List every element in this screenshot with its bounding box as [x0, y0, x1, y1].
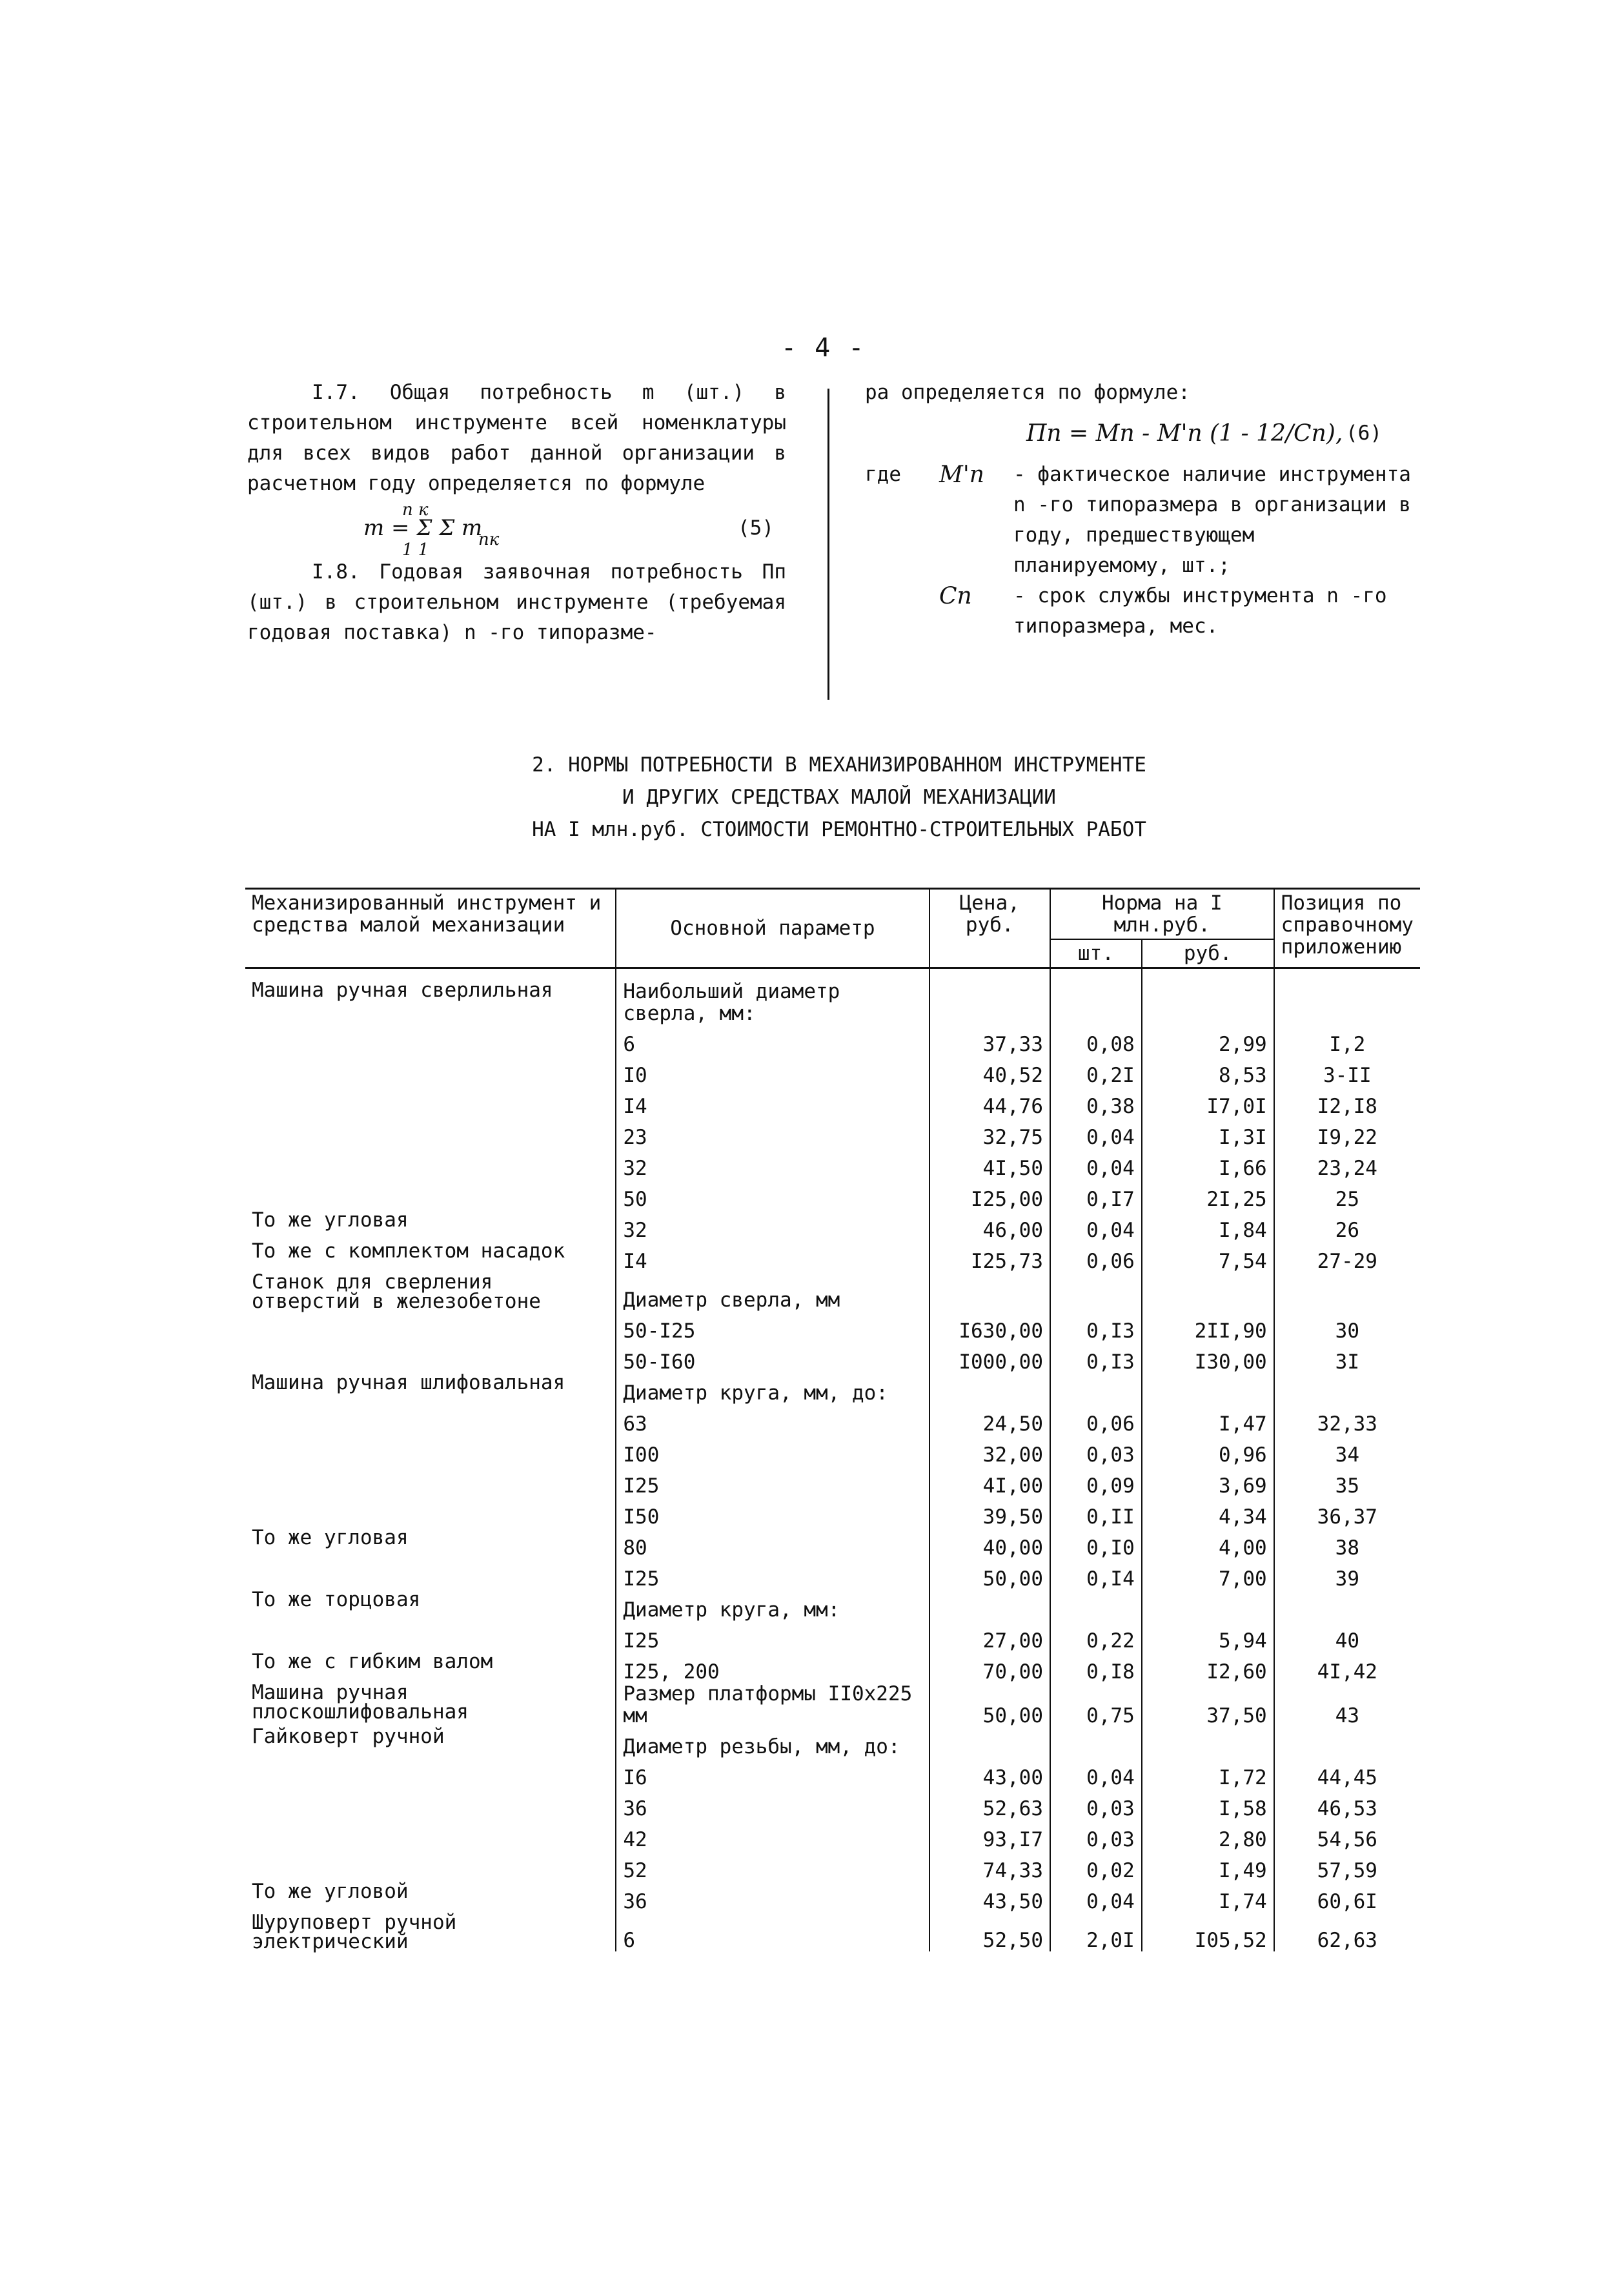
cell-pcs	[1050, 1590, 1142, 1621]
cell-pcs: 0,03	[1050, 1435, 1142, 1466]
cell-name	[245, 1621, 616, 1652]
cell-param: 23	[616, 1117, 929, 1148]
table-row	[245, 1210, 1420, 1241]
cell-pos: 60,6I	[1274, 1882, 1420, 1913]
header-name: Механизированный инструмент и средства малой механизации	[245, 889, 616, 968]
cell-rub: 0,96	[1142, 1435, 1274, 1466]
cell-pcs: 0,04	[1050, 1758, 1142, 1789]
cell-pos	[1274, 1727, 1420, 1758]
cell-rub: 3,69	[1142, 1466, 1274, 1497]
cell-param: Наибольший диаметр сверла, мм:	[616, 968, 929, 1025]
table-row	[245, 1148, 1420, 1179]
cell-param: 50-I60	[616, 1342, 929, 1373]
cell-rub	[1142, 1373, 1274, 1404]
definition-text-m: - фактическое наличие инструмента n -го типоразмера в организации в году, предшествующем планируемому, шт.;	[1013, 463, 1411, 577]
cell-param: Диаметр круга, мм, до:	[616, 1373, 929, 1404]
cell-name	[245, 1435, 616, 1466]
formula-5-body: m = Σ Σ m	[363, 515, 483, 541]
cell-name	[245, 1559, 616, 1590]
cell-rub: 2,80	[1142, 1820, 1274, 1851]
cell-pcs	[1050, 968, 1142, 1025]
cell-param: 42	[616, 1820, 929, 1851]
left-text-column	[247, 378, 786, 648]
cell-rub: 5,94	[1142, 1621, 1274, 1652]
table-row	[245, 1590, 1420, 1621]
cell-param: 6	[616, 1024, 929, 1055]
table-row	[245, 1404, 1420, 1435]
cell-pos: 46,53	[1274, 1789, 1420, 1820]
cell-price: 50,00	[929, 1683, 1050, 1727]
page-number: - 4 -	[781, 333, 866, 363]
formula-5-limits-bottom: 1 1	[402, 540, 429, 560]
cell-rub	[1142, 1590, 1274, 1621]
cell-param: 63	[616, 1404, 929, 1435]
cell-name	[245, 1086, 616, 1117]
table-row	[245, 1820, 1420, 1851]
cell-param: Размер платформы II0x225 мм	[616, 1683, 929, 1727]
table-row	[245, 1851, 1420, 1882]
header-pcs: шт.	[1050, 939, 1142, 968]
cell-price: I25,00	[929, 1179, 1050, 1210]
cell-pcs: 0,I8	[1050, 1652, 1142, 1683]
cell-name: То же угловая	[252, 1208, 409, 1232]
cell-rub: 7,54	[1142, 1241, 1274, 1272]
table-row	[245, 1789, 1420, 1820]
cell-pcs: 0,75	[1050, 1683, 1142, 1727]
cell-rub	[1142, 968, 1274, 1025]
cell-pcs: 0,04	[1050, 1117, 1142, 1148]
cell-pcs: 0,I0	[1050, 1528, 1142, 1559]
cell-name: То же торцовая	[252, 1588, 421, 1611]
cell-pos	[1274, 1272, 1420, 1311]
cell-param: I25, 200	[616, 1652, 929, 1683]
cell-name	[245, 1758, 616, 1789]
cell-param: 32	[616, 1210, 929, 1241]
cell-price: 32,75	[929, 1117, 1050, 1148]
cell-name	[245, 1497, 616, 1528]
cell-price: 27,00	[929, 1621, 1050, 1652]
cell-name	[245, 1117, 616, 1148]
cell-price: 44,76	[929, 1086, 1050, 1117]
cell-pos: 57,59	[1274, 1851, 1420, 1882]
cell-price: I25,73	[929, 1241, 1050, 1272]
cell-rub: I,49	[1142, 1851, 1274, 1882]
cell-pos: 32,33	[1274, 1404, 1420, 1435]
cell-rub: I,84	[1142, 1210, 1274, 1241]
header-rub: руб.	[1142, 939, 1274, 968]
table-row	[245, 1311, 1420, 1342]
cell-pcs: 0,03	[1050, 1789, 1142, 1820]
header-position: Позиция по справочному приложению	[1274, 889, 1420, 968]
cell-name	[245, 1342, 616, 1373]
table-row	[245, 1373, 1420, 1404]
cell-name: Станок для сверления отверстий в железобетоне	[252, 1270, 541, 1313]
cell-name: Шуруповерт ручной электрический	[252, 1911, 457, 1953]
table-row	[245, 1652, 1420, 1683]
column-divider	[827, 389, 829, 700]
cell-pos: I9,22	[1274, 1117, 1420, 1148]
cell-rub: I2,60	[1142, 1652, 1274, 1683]
cell-name	[245, 1055, 616, 1086]
cell-param: Диаметр сверла, мм	[616, 1272, 929, 1311]
cell-price: I630,00	[929, 1311, 1050, 1342]
cell-pcs: 0,09	[1050, 1466, 1142, 1497]
cell-price: I000,00	[929, 1342, 1050, 1373]
table-row	[245, 1727, 1420, 1758]
cell-pcs: 0,02	[1050, 1851, 1142, 1882]
cell-pos: 34	[1274, 1435, 1420, 1466]
cell-pcs: 0,04	[1050, 1210, 1142, 1241]
cell-rub: I,66	[1142, 1148, 1274, 1179]
cell-param: 36	[616, 1882, 929, 1913]
cell-rub: 7,00	[1142, 1559, 1274, 1590]
table-row	[245, 1086, 1420, 1117]
cell-price: 43,00	[929, 1758, 1050, 1789]
cell-param: I0	[616, 1055, 929, 1086]
cell-pos: 3I	[1274, 1342, 1420, 1373]
cell-rub: 4,00	[1142, 1528, 1274, 1559]
cell-rub: I,58	[1142, 1789, 1274, 1820]
cell-pcs: 0,I4	[1050, 1559, 1142, 1590]
cell-param: 32	[616, 1148, 929, 1179]
formula-definitions	[865, 460, 1420, 642]
table-row	[245, 1913, 1420, 1951]
norms-table-body	[245, 968, 1420, 1952]
cell-pcs	[1050, 1272, 1142, 1311]
cell-price: 43,50	[929, 1882, 1050, 1913]
paragraph-1-7: I.7. Общая потребность m (шт.) в строительном инструменте всей номенклатуры для всех видов работ данной организации в расчетном году определяется по формуле	[247, 381, 786, 495]
cell-price: 52,63	[929, 1789, 1050, 1820]
cell-name: То же с комплектом насадок	[252, 1239, 565, 1263]
cell-rub	[1142, 1727, 1274, 1758]
cell-param: I6	[616, 1758, 929, 1789]
cell-name	[245, 1404, 616, 1435]
cell-pos	[1274, 968, 1420, 1025]
paragraph-1-8: I.8. Годовая заявочная потребность Пп (шт.) в строительном инструменте (требуемая годовая поставка) n -го типоразме-	[247, 560, 786, 644]
cell-price	[929, 968, 1050, 1025]
table-row	[245, 1272, 1420, 1311]
cell-param: I25	[616, 1559, 929, 1590]
cell-param: I00	[616, 1435, 929, 1466]
cell-param: Диаметр круга, мм:	[616, 1590, 929, 1621]
cell-name: То же с гибким валом	[252, 1650, 493, 1673]
definition-symbol-c: Сп	[939, 583, 972, 609]
cell-price: 74,33	[929, 1851, 1050, 1882]
section-title-line-1: 2. НОРМЫ ПОТРЕБНОСТИ В МЕХАНИЗИРОВАННОМ ИНСТРУМЕНТЕ	[532, 753, 1146, 777]
cell-param: I4	[616, 1086, 929, 1117]
header-norm: Норма на I млн.руб.	[1050, 889, 1274, 940]
cell-param: I50	[616, 1497, 929, 1528]
cell-pos: 43	[1274, 1683, 1420, 1727]
cell-param: Диаметр резьбы, мм, до:	[616, 1727, 929, 1758]
cell-pcs: 0,08	[1050, 1024, 1142, 1055]
cell-name: То же угловой	[252, 1880, 409, 1903]
cell-price: 40,52	[929, 1055, 1050, 1086]
cell-price	[929, 1727, 1050, 1758]
formula-intro: ра определяется по формуле:	[865, 381, 1190, 404]
cell-price: 70,00	[929, 1652, 1050, 1683]
cell-name	[245, 1148, 616, 1179]
cell-rub: 2,99	[1142, 1024, 1274, 1055]
cell-price: 40,00	[929, 1528, 1050, 1559]
cell-pos: 25	[1274, 1179, 1420, 1210]
formula-5	[247, 499, 786, 560]
table-row	[245, 1024, 1420, 1055]
cell-name	[245, 1179, 616, 1210]
cell-pos: 44,45	[1274, 1758, 1420, 1789]
table-row	[245, 1559, 1420, 1590]
cell-rub: I30,00	[1142, 1342, 1274, 1373]
cell-name	[245, 1789, 616, 1820]
table-row	[245, 1055, 1420, 1086]
table-row	[245, 1342, 1420, 1373]
cell-name: Машина ручная сверлильная	[252, 979, 553, 1002]
table-row	[245, 1882, 1420, 1913]
table-row	[245, 1528, 1420, 1559]
table-row	[245, 968, 1420, 1025]
definition-symbol-m: М'п	[939, 462, 984, 488]
cell-pcs: 0,I3	[1050, 1311, 1142, 1342]
cell-name	[245, 1851, 616, 1882]
cell-rub: 37,50	[1142, 1683, 1274, 1727]
cell-name: То же угловая	[252, 1526, 409, 1549]
cell-pos	[1274, 1373, 1420, 1404]
cell-pcs: 0,04	[1050, 1882, 1142, 1913]
cell-pcs	[1050, 1727, 1142, 1758]
cell-pcs: 0,II	[1050, 1497, 1142, 1528]
cell-rub: I,47	[1142, 1404, 1274, 1435]
table-row	[245, 1683, 1420, 1727]
cell-price	[929, 1373, 1050, 1404]
cell-rub: I,3I	[1142, 1117, 1274, 1148]
cell-pos: 38	[1274, 1528, 1420, 1559]
section-title-line-3: НА I млн.руб. СТОИМОСТИ РЕМОНТНО-СТРОИТЕЛЬНЫХ РАБОТ	[532, 818, 1146, 841]
cell-price: 39,50	[929, 1497, 1050, 1528]
cell-param: 80	[616, 1528, 929, 1559]
cell-param: 50	[616, 1179, 929, 1210]
cell-price: 4I,00	[929, 1466, 1050, 1497]
cell-name	[245, 1820, 616, 1851]
where-label: где	[865, 463, 901, 486]
cell-pos: 30	[1274, 1311, 1420, 1342]
table-row	[245, 1117, 1420, 1148]
cell-rub: I7,0I	[1142, 1086, 1274, 1117]
cell-pcs: 0,06	[1050, 1404, 1142, 1435]
cell-price: 93,I7	[929, 1820, 1050, 1851]
cell-param: 50-I25	[616, 1311, 929, 1342]
cell-name: Гайковерт ручной	[252, 1725, 445, 1748]
cell-pos: 23,24	[1274, 1148, 1420, 1179]
cell-rub: 2I,25	[1142, 1179, 1274, 1210]
cell-name: Машина ручная шлифовальная	[252, 1371, 565, 1394]
cell-pos: 40	[1274, 1621, 1420, 1652]
table-row	[245, 1621, 1420, 1652]
right-text-column	[865, 378, 1420, 642]
cell-pcs: 0,38	[1050, 1086, 1142, 1117]
cell-param: 52	[616, 1851, 929, 1882]
table-row	[245, 1435, 1420, 1466]
cell-param: I4	[616, 1241, 929, 1272]
cell-price: 24,50	[929, 1404, 1050, 1435]
cell-pos: 54,56	[1274, 1820, 1420, 1851]
section-title	[387, 749, 1291, 846]
cell-price: 32,00	[929, 1435, 1050, 1466]
cell-pcs: 0,03	[1050, 1820, 1142, 1851]
table-row	[245, 1758, 1420, 1789]
cell-price	[929, 1272, 1050, 1311]
table-row	[245, 1497, 1420, 1528]
cell-pos: 26	[1274, 1210, 1420, 1241]
table-row	[245, 1241, 1420, 1272]
cell-pos: 3-II	[1274, 1055, 1420, 1086]
cell-pos: 35	[1274, 1466, 1420, 1497]
cell-name	[245, 1466, 616, 1497]
cell-name: Машина ручная плоскошлифовальная	[252, 1681, 469, 1724]
table-row	[245, 1466, 1420, 1497]
cell-rub: I,72	[1142, 1758, 1274, 1789]
cell-param: I25	[616, 1621, 929, 1652]
cell-rub: 8,53	[1142, 1055, 1274, 1086]
formula-5-limits-top: n к	[402, 500, 429, 520]
cell-price: 50,00	[929, 1559, 1050, 1590]
cell-pos: 4I,42	[1274, 1652, 1420, 1683]
cell-pcs: 0,I7	[1050, 1179, 1142, 1210]
formula-5-number: (5)	[738, 516, 774, 540]
header-price: Цена, руб.	[929, 889, 1050, 968]
formula-6	[865, 408, 1420, 460]
cell-rub: 4,34	[1142, 1497, 1274, 1528]
cell-pos: I,2	[1274, 1024, 1420, 1055]
cell-pos: 27-29	[1274, 1241, 1420, 1272]
section-title-line-2: И ДРУГИХ СРЕДСТВАХ МАЛОЙ МЕХАНИЗАЦИИ	[622, 786, 1056, 809]
cell-pos: I2,I8	[1274, 1086, 1420, 1117]
cell-pcs	[1050, 1373, 1142, 1404]
cell-pcs: 2,0I	[1050, 1913, 1142, 1951]
cell-pcs: 0,04	[1050, 1148, 1142, 1179]
cell-pcs: 0,22	[1050, 1621, 1142, 1652]
cell-param: 36	[616, 1789, 929, 1820]
cell-pos	[1274, 1590, 1420, 1621]
cell-rub	[1142, 1272, 1274, 1311]
cell-name	[245, 1311, 616, 1342]
cell-param: 6	[616, 1913, 929, 1951]
norms-table	[245, 888, 1420, 1951]
cell-price	[929, 1590, 1050, 1621]
formula-6-number: (6)	[1346, 422, 1382, 445]
header-param: Основной параметр	[616, 889, 929, 968]
cell-pcs: 0,2I	[1050, 1055, 1142, 1086]
cell-pos: 62,63	[1274, 1913, 1420, 1951]
cell-pos: 36,37	[1274, 1497, 1420, 1528]
cell-pos: 39	[1274, 1559, 1420, 1590]
cell-pcs: 0,I3	[1050, 1342, 1142, 1373]
cell-pcs: 0,06	[1050, 1241, 1142, 1272]
cell-rub: 2II,90	[1142, 1311, 1274, 1342]
formula-5-subscript: nк	[478, 530, 500, 549]
cell-price: 37,33	[929, 1024, 1050, 1055]
cell-name	[245, 1024, 616, 1055]
cell-rub: I05,52	[1142, 1913, 1274, 1951]
cell-rub: I,74	[1142, 1882, 1274, 1913]
cell-param: I25	[616, 1466, 929, 1497]
definition-text-c: - срок службы инструмента n -го типоразмера, мес.	[1013, 584, 1387, 638]
cell-price: 52,50	[929, 1913, 1050, 1951]
cell-price: 4I,50	[929, 1148, 1050, 1179]
cell-price: 46,00	[929, 1210, 1050, 1241]
formula-6-body: Пп = Мп - М'п (1 - 12/Сп),	[1026, 420, 1343, 447]
table-row	[245, 1179, 1420, 1210]
